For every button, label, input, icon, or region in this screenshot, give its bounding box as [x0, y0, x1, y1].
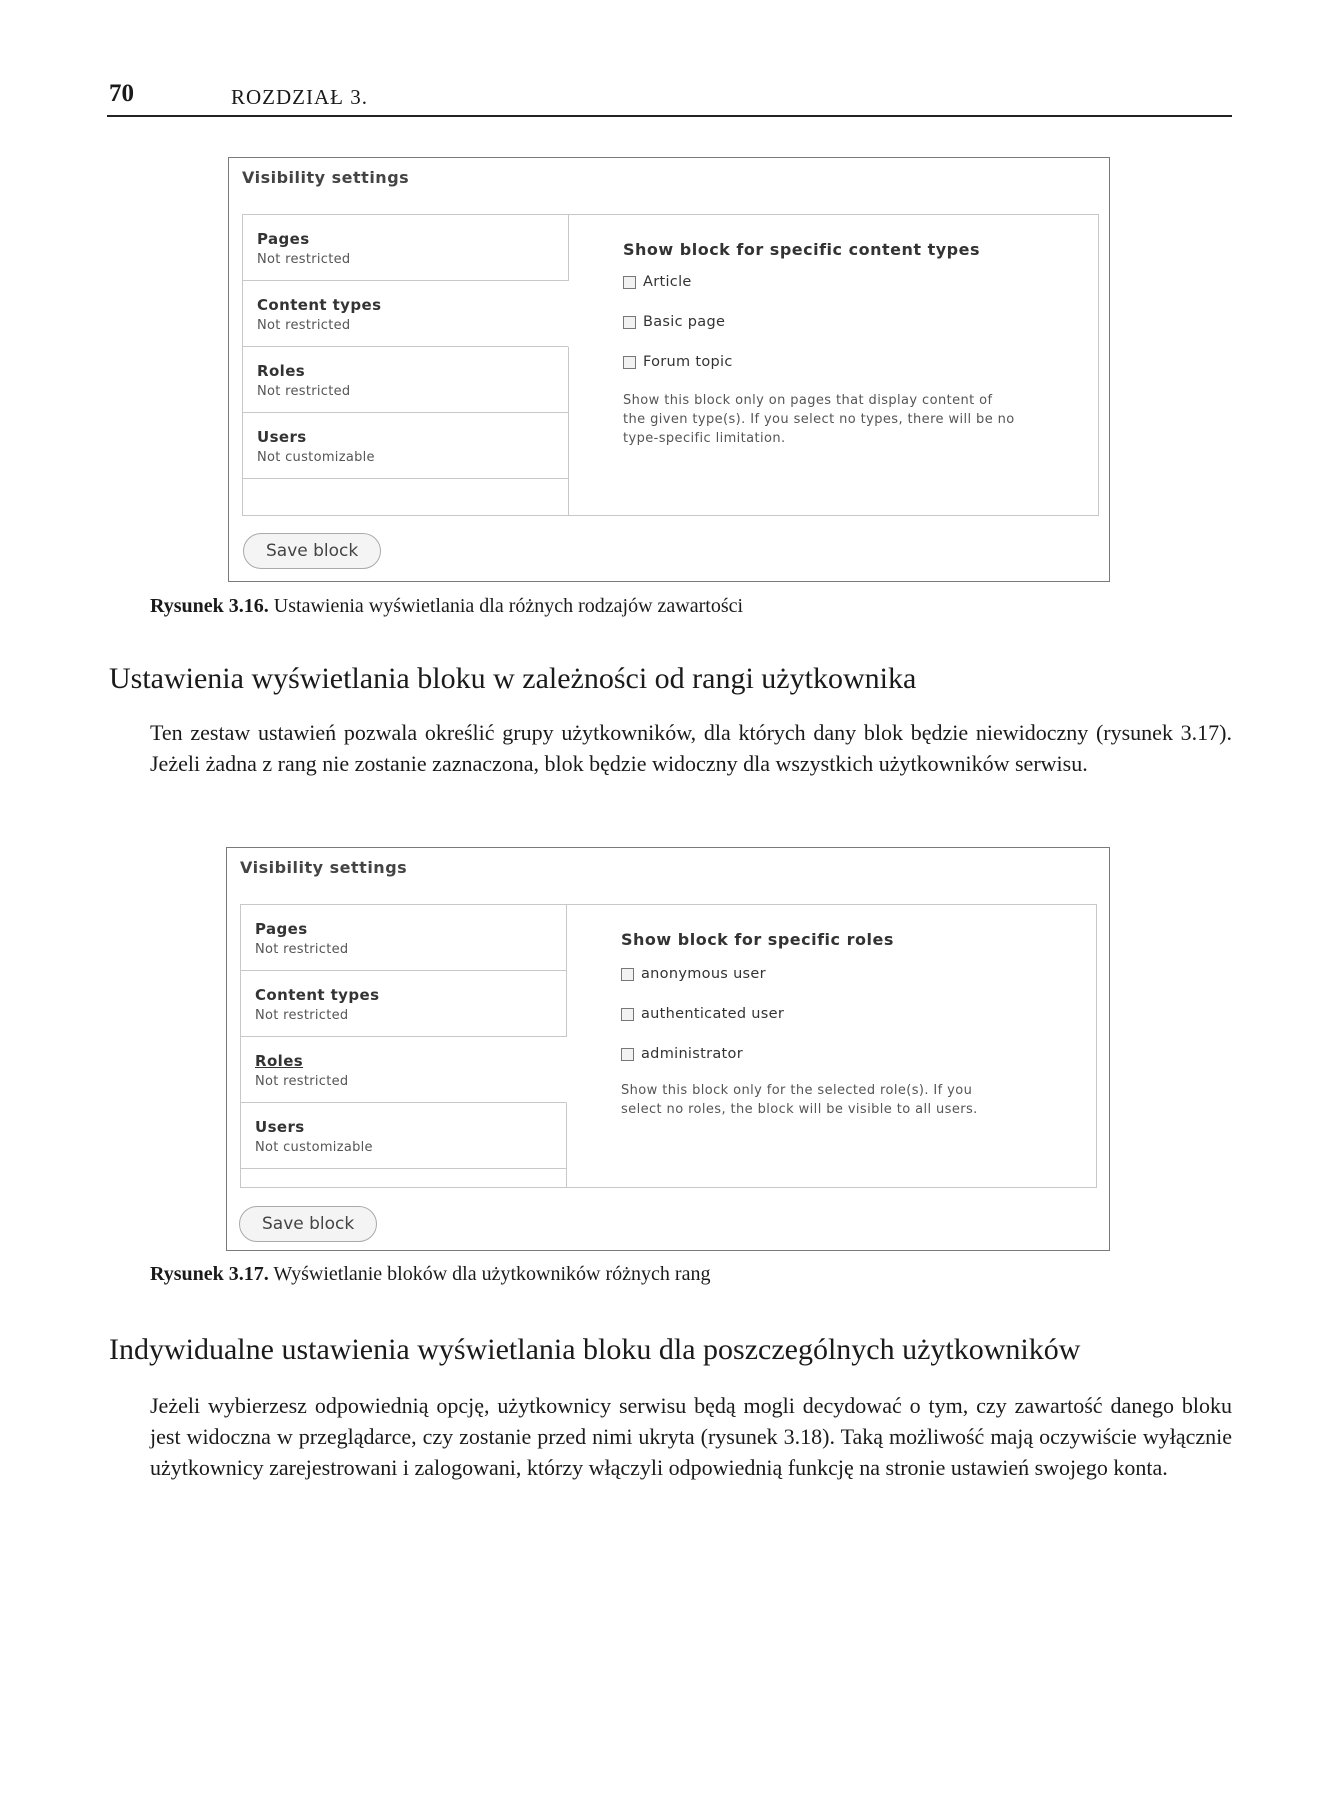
help-text-line: Show this block only on pages that display content of	[623, 393, 993, 408]
caption-text: Ustawienia wyświetlania dla różnych rodzajów zawartości	[268, 595, 744, 617]
tab-label: Roles	[255, 1052, 304, 1070]
vertical-tabs-panel	[240, 904, 1097, 1188]
tab-summary: Not restricted	[257, 252, 351, 267]
save-block-button[interactable]: Save block	[243, 533, 381, 569]
checkbox-icon[interactable]	[623, 276, 636, 289]
vertical-tabs-panel	[242, 214, 1099, 516]
checkbox-icon[interactable]	[621, 1008, 634, 1021]
checkbox-basic-page[interactable]	[623, 314, 725, 330]
tab-users[interactable]	[241, 1103, 566, 1169]
save-block-button[interactable]: Save block	[239, 1206, 377, 1242]
tab-label: Roles	[257, 362, 306, 380]
figure-caption	[150, 1263, 710, 1286]
tab-label: Pages	[255, 920, 308, 938]
tab-pane	[568, 215, 1098, 515]
tab-users[interactable]	[243, 413, 568, 479]
tab-label: Content types	[255, 986, 380, 1004]
tab-summary: Not customizable	[257, 450, 375, 465]
figure-content-types-screenshot	[228, 157, 1110, 582]
checkbox-label: administrator	[641, 1046, 743, 1062]
section-heading: Ustawienia wyświetlania bloku w zależności od rangi użytkownika	[109, 662, 917, 695]
pane-title: Show block for specific roles	[621, 930, 894, 949]
page-number: 70	[109, 80, 134, 107]
visibility-settings-title: Visibility settings	[240, 858, 408, 877]
tab-summary: Not restricted	[257, 318, 351, 333]
help-text-line: type-specific limitation.	[623, 431, 786, 446]
tab-roles[interactable]	[243, 347, 568, 413]
tab-label: Content types	[257, 296, 382, 314]
caption-label: Rysunek 3.17.	[150, 1263, 269, 1285]
checkbox-administrator[interactable]	[621, 1046, 743, 1062]
vertical-tabs-list	[243, 215, 569, 515]
body-paragraph: Jeżeli wybierzesz odpowiednią opcję, użytkownicy serwisu będą mogli decydować o tym, czy zawartość danego bloku jest widoczna w przeglądarce, czy zostanie przed nimi ukryta (rysunek 3.18). Taką możliwość mają oczywiście wyłącznie użytkownicy zarejestrowani i zalogowani, którzy włączyli odpowiednią funkcję na stronie ustawień swojego konta.	[150, 1393, 1232, 1480]
tab-content-types[interactable]	[243, 281, 569, 347]
tab-label: Pages	[257, 230, 310, 248]
checkbox-authenticated-user[interactable]	[621, 1006, 784, 1022]
pane-title: Show block for specific content types	[623, 240, 980, 259]
figure-roles-screenshot	[226, 847, 1110, 1251]
help-text-line: Show this block only for the selected role(s). If you	[621, 1083, 973, 1098]
checkbox-anonymous-user[interactable]	[621, 966, 766, 982]
checkbox-label: Forum topic	[643, 354, 733, 370]
checkbox-icon[interactable]	[621, 968, 634, 981]
tab-content-types[interactable]	[241, 971, 566, 1037]
section-heading: Indywidualne ustawienia wyświetlania bloku dla poszczególnych użytkowników	[109, 1333, 1081, 1366]
tab-pages[interactable]	[243, 215, 568, 281]
running-header	[107, 78, 1232, 117]
tab-summary: Not restricted	[255, 1074, 349, 1089]
tab-label: Users	[255, 1118, 305, 1136]
help-text-line: the given type(s). If you select no types, there will be no	[623, 412, 1015, 427]
vertical-tabs-list	[241, 905, 567, 1187]
tab-label: Users	[257, 428, 307, 446]
help-text-line: select no roles, the block will be visible to all users.	[621, 1102, 978, 1117]
tab-pane	[566, 905, 1096, 1187]
help-text	[621, 1081, 978, 1119]
tab-summary: Not restricted	[255, 1008, 349, 1023]
help-text	[623, 391, 1015, 448]
checkbox-label: authenticated user	[641, 1006, 785, 1022]
checkbox-label: Basic page	[643, 314, 726, 330]
tab-roles[interactable]	[241, 1037, 567, 1103]
tab-pages[interactable]	[241, 905, 566, 971]
caption-text: Wyświetlanie bloków dla użytkowników różnych rang	[268, 1263, 711, 1285]
checkbox-article[interactable]	[623, 274, 692, 290]
checkbox-icon[interactable]	[623, 316, 636, 329]
checkbox-label: Article	[643, 274, 692, 290]
checkbox-forum-topic[interactable]	[623, 354, 733, 370]
tab-summary: Not customizable	[255, 1140, 373, 1155]
tab-summary: Not restricted	[255, 942, 349, 957]
checkbox-icon[interactable]	[623, 356, 636, 369]
checkbox-label: anonymous user	[641, 966, 766, 982]
visibility-settings-title: Visibility settings	[242, 168, 410, 187]
body-paragraph: Ten zestaw ustawień pozwala określić grupy użytkowników, dla których dany blok będzie niewidoczny (rysunek 3.17). Jeżeli żadna z rang nie zostanie zaznaczona, blok będzie widoczny dla wszystkich użytkowników serwisu.	[150, 720, 1232, 776]
figure-caption	[150, 595, 743, 618]
caption-label: Rysunek 3.16.	[150, 595, 269, 617]
checkbox-icon[interactable]	[621, 1048, 634, 1061]
chapter-title: ROZDZIAŁ 3.	[231, 85, 368, 109]
tab-summary: Not restricted	[257, 384, 351, 399]
